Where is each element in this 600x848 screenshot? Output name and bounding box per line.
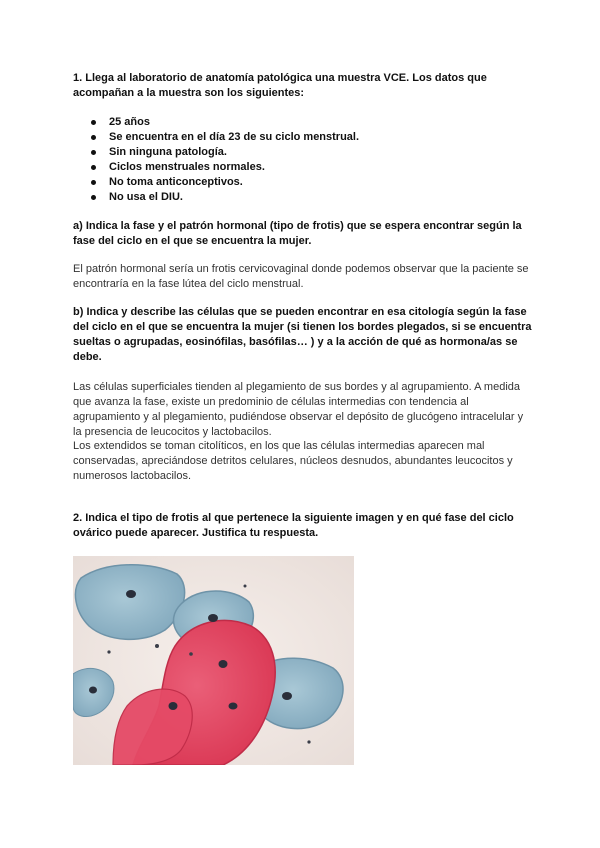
answer-b-paragraph-1: Las células superficiales tienden al plegamiento de sus bordes y al agrupamiento. A medida que avanza la fase, existe un predominio de células intermedias con tendencia al agrupamiento y al plegamiento, pudiéndose observar el depósito de glucógeno intracelular y la presencia de leucocitos y lactobacilos. (73, 381, 524, 438)
nucleus (208, 614, 218, 622)
list-item: 25 años (73, 115, 473, 130)
question-2-heading: 2. Indica el tipo de frotis al que pertenece la siguiente imagen y en qué fase del ciclo ovárico puede aparecer. Justifica tu respuesta. (73, 512, 514, 539)
bullet-icon (91, 195, 96, 200)
debris (244, 585, 247, 588)
list-item: Sin ninguna patología. (73, 145, 473, 160)
debris (107, 650, 110, 653)
nucleus (89, 687, 97, 694)
question-b: b) Indica y describe las células que se pueden encontrar en esa citología según la fase del ciclo en el que se encuentra la mujer (si tienen los bordes plegados, si se encuentra sueltas o agrupadas, eosinófilas, basófilas… ) y a la acción de qué as hormona/as se debe. (73, 306, 532, 363)
list-item: Se encuentra en el día 23 de su ciclo menstrual. (73, 130, 473, 145)
bullet-icon (91, 165, 96, 170)
nucleus (219, 660, 228, 668)
question-1-heading: 1. Llega al laboratorio de anatomía patológica una muestra VCE. Los datos que acompañan a la muestra son los siguientes: (73, 72, 487, 99)
debris (307, 740, 310, 743)
debris (155, 644, 159, 648)
bullet-icon (91, 120, 96, 125)
debris (189, 652, 193, 656)
answer-b-paragraph-2: Los extendidos se toman citolíticos, en los que las células intermedias aparecen mal conservadas, apreciándose detritos celulares, núcleos desnudos, abundantes leucocitos y numerosos lactobacilos. (73, 440, 513, 482)
nucleus (282, 692, 292, 700)
answer-a: El patrón hormonal sería un frotis cervicovaginal donde podemos observar que la paciente se encontraría en la fase lútea del ciclo menstrual. (73, 263, 529, 290)
list-item: Ciclos menstruales normales. (73, 160, 473, 175)
question-a: a) Indica la fase y el patrón hormonal (tipo de frotis) que se espera encontrar según la fase del ciclo en el que se encuentra la mujer. (73, 220, 522, 247)
nucleus (169, 702, 178, 710)
patient-data-list (73, 115, 473, 205)
list-item: No toma anticonceptivos. (73, 175, 473, 190)
cytology-micrograph (73, 556, 354, 765)
bullet-icon (91, 180, 96, 185)
basophilic-cell (75, 565, 184, 640)
bullet-icon (91, 135, 96, 140)
micrograph-illustration (73, 556, 354, 765)
nucleus (126, 590, 136, 598)
bullet-icon (91, 150, 96, 155)
nucleus (229, 703, 238, 710)
list-item: No usa el DIU. (73, 190, 473, 205)
